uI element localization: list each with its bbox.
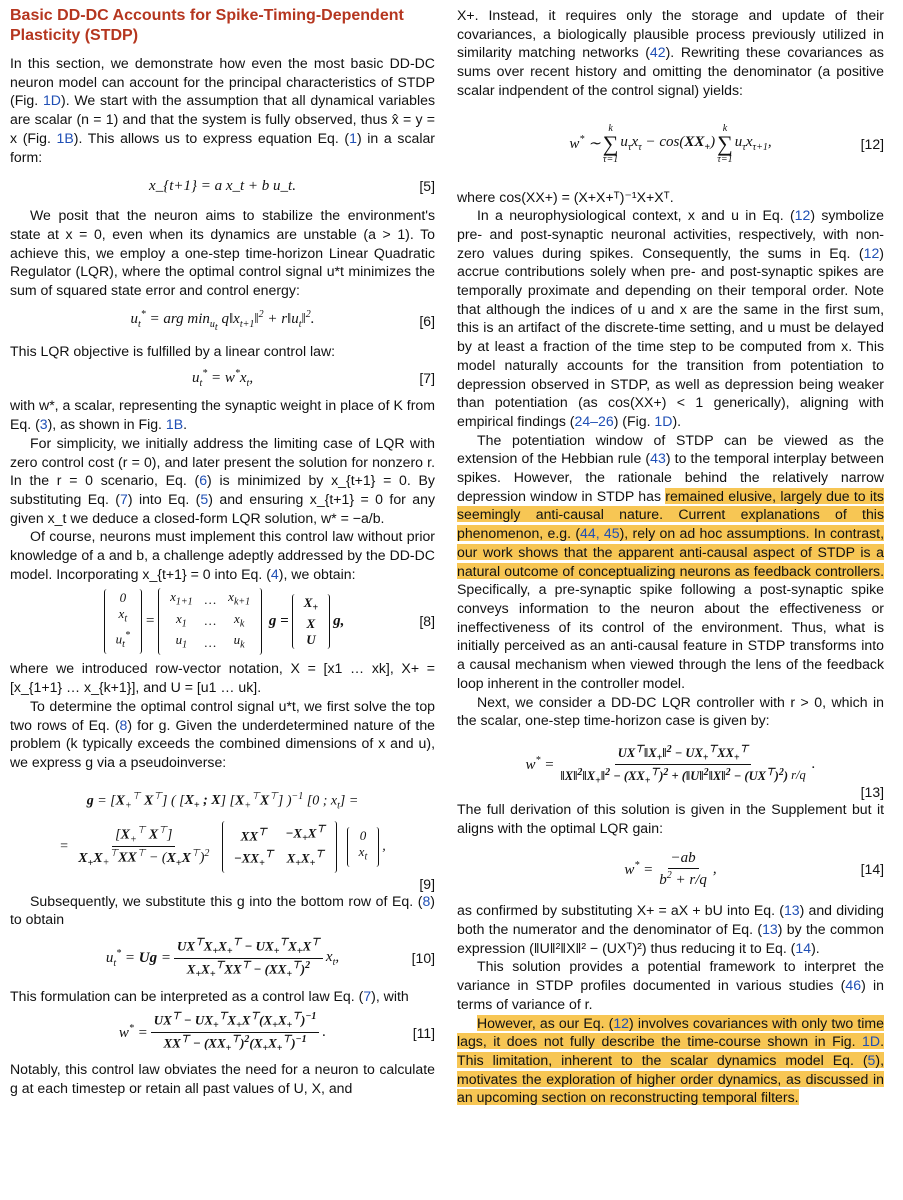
equation-10: $u_t^* = Ug$ = $\frac{UX^⊤X_+X_+^⊤ - UX_+^⊤X_+X^⊤}{X_+X_+^⊤XX^⊤ - (XX_+^⊤)^2}$ $x_t$, [10] — [105, 936, 435, 980]
highlight: However, as our Eq. (12) involves covariances with only two time lags, it does not fully describe the time-course shown in Fig. 1D. This limitation, inherent to the scalar dynamics model Eq. (5), motivates the exploration of higher order dynamics, as discussed in an upcoming section on reconstructing temporal filters. — [457, 1014, 884, 1106]
citation-link[interactable]: 46 — [845, 977, 862, 994]
eq-ref-link[interactable]: 12 — [613, 1014, 630, 1031]
equation-8: 0 $x_t$ $u_t^*$ = $x_{1+1}$ … $x_{k+1}$ $x_1$ … $x_k$ $u_1$ … $u_k$ g = $X_+$ X U g, [8] — [10, 583, 435, 659]
equation-6: $u_t^*$ = arg $\min_{u_t}$ $q‖x_{t+1}‖^2$ + $r‖u_t‖^2$. [6] — [130, 308, 435, 333]
eq-ref-link[interactable]: 14 — [795, 939, 812, 956]
equation-number: [6] — [419, 312, 435, 329]
paragraph: Of course, neurons must implement this control law without prior knowledge of a and b, a challenge adeptly addressed by the DD-DC model. Incorporating x_{t+1} = 0 into Eq. (4), we obtain: — [10, 528, 435, 582]
equation-9: $g = [X_+^⊤$ X⊤] ( [$X_+$ ; X] $[X_+^⊤X^⊤]$ )$^{-1}$ [0 ; $x_t$] = = $\frac{[X_+^⊤ X^⊤]}{X_+X_+^⊤XX^⊤ - (X_+X^⊤)^2}$ XX⊤ $-X_+X^⊤$ $-XX_+^⊤$ $X_+X_+^⊤$ 0 $x_t$ , [9] — [59, 790, 435, 892]
eq-ref-link[interactable]: 7 — [120, 490, 128, 507]
equation-number: [7] — [419, 370, 435, 387]
equation-13: w* = $\frac{UX^⊤‖X_+‖^2 - UX_+^⊤XX_+^⊤}{‖X‖^2‖X_+‖^2 - (XX_+^⊤)^2 + (‖U‖^2‖X‖^2 - (UX^⊤)^2) r/q}$ . [13] — [525, 743, 884, 800]
eq-ref-link[interactable]: 7 — [363, 988, 372, 1005]
paragraph: X+. Instead, it requires only the storage and update of their covariances, a biologically plausible process previously utilized in similarity matching networks (42). Rewriting these covariances as sums over recent history and omitting the denominator (a positive scalar indpendent of the control signal) yields: — [457, 7, 884, 98]
eq-ref-link[interactable]: 12 — [794, 207, 811, 224]
citation-link[interactable]: 42 — [649, 44, 666, 61]
paragraph: Subsequently, we substitute this g into the bottom row of Eq. (8) to obtain — [10, 892, 435, 928]
paragraph: To determine the optimal control signal u*t, we first solve the top two rows of Eq. (8) for g. Given the underdetermined nature of the problem (k typically exceeds the combined dimensions of x and u), we express g via a pseudoinverse: — [10, 697, 436, 770]
paragraph-highlighted — [457, 1014, 884, 1108]
right-column — [457, 6, 884, 1107]
paragraph-intro: In this section, we demonstrate how even the most basic DD-DC neuron model can account for the principal characteristics of STDP (Fig. 1D). We start with the assumption that all dynamical variables are scalar (n = 1) and that the system is fully observed, thus x̂ = y = x (Fig. 1B). This allows us to express equation Eq. (1) in a scalar form: — [10, 55, 435, 165]
equation-12: w* ∼ k ∑ τ=1 $u_\tau x_\tau - \cos(XX_+)$ k ∑ τ=1 $u_\tau x_{\tau+1}$, [12] — [569, 122, 884, 165]
paragraph: In a neurophysiological context, x and u in Eq. (12) symbolize pre- and post-synaptic neuronal activities, respectively, with non-zero values during spikes. Consequently, the sums in Eq. (12) accrue contributions solely when pre- and post-synaptic spikes are temporally proximate and depending on their temporal order. Note that although the indices of u and x are the same in the first sum, this is an artifact of the discrete-time setting, and u must be delayed by at least a fraction of the time step to be computed from x. This model naturally accounts for the transition from potentiation to depression observed in STDP, as well as depression being weaker than potentiation (as cos(XX+) < 1 generically), aligning with empirical findings (24–26) (Fig. 1D). — [457, 207, 884, 429]
equation-number: [14] — [860, 861, 884, 878]
fig-ref-link[interactable]: 1D — [862, 1033, 881, 1050]
section-title: Basic DD-DC Accounts for Spike-Timing-Dependent Plasticity (STDP) — [10, 7, 404, 44]
paragraph: For simplicity, we initially address the limiting case of LQR with zero control cost (r = 0), and later present the solution for nonzero r. In the r = 0 scenario, Eq. (6) is minimized by x_{t+1} = 0. By substituting Eq. (7) into Eq. (5) and ensuring x_{t+1} = 0 for any given x_t we deduce a closed-form LQR solution, w* = −a/b. — [10, 434, 435, 526]
eq-ref-link[interactable]: 6 — [199, 472, 208, 489]
paragraph: where cos(XX+) = (X+X+ᵀ)⁻¹X+Xᵀ. — [457, 188, 674, 205]
fig-ref-link[interactable]: 1B — [165, 416, 184, 433]
eq-ref-link[interactable]: 3 — [39, 416, 48, 433]
citation-link[interactable]: 44, 45 — [580, 525, 620, 542]
equation-number: [8] — [419, 613, 435, 630]
paragraph: Notably, this control law obviates the need for a neuron to calculate g at each timestep or retain all past values of U, X, and — [10, 1060, 435, 1096]
citation-link[interactable]: 24–26 — [574, 412, 614, 429]
paragraph: with w*, a scalar, representing the synaptic weight in place of K from Eq. (3), as shown in Fig. 1B. — [10, 397, 435, 433]
paragraph: We posit that the neuron aims to stabilize the environment's state at x = 0, even when its dynamics are unstable (a > 1). To achieve this, we employ a one-step time-horizon Linear Quadratic Regulator (LQR), where the optimal control signal u*t minimizes the sum of squared state error and control energy: — [10, 207, 435, 299]
equation-number: [9] — [419, 875, 435, 892]
fig-ref-link[interactable]: 1D — [654, 412, 673, 429]
paragraph: Next, we consider a DD-DC LQR controller with r > 0, which in the scalar, one-step time-horizon case is given by: — [457, 693, 884, 729]
paragraph-highlighted: The potentiation window of STDP can be viewed as the extension of the Hebbian rule (43) to the temporal interplay between spikes. However, the rationale behind the relatively narrow depression window in STDP has remained elusive, largely due to its seemingly anti-causal nature. Current explanations of this phenomenon, e.g. (44, 45), rely on ad hoc assumptions. In contrast, our work shows that the apparent anti-causal aspect of STDP is a natural outcome of conceptualizing neurons as feedback controllers. Specifically, a pre-synaptic spike following a post-synaptic spike conveys information to the neuron about the effectiveness or ineffectiveness of its control of the environment. Thus, what is initially perceived as an anti-causal feature in STDP transforms into a causal mechanism when viewed through the lens of the feedback loop inherent in the controller model. — [457, 431, 884, 691]
equation-number: [11] — [412, 1024, 435, 1041]
paragraph: This LQR objective is fulfilled by a linear control law: — [10, 342, 336, 359]
eq-ref-link[interactable]: 8 — [422, 892, 431, 909]
paragraph: This formulation can be interpreted as a control law Eq. (7), with — [10, 988, 409, 1005]
eq-ref-link[interactable]: 12 — [863, 244, 880, 261]
paragraph: The full derivation of this solution is given in the Supplement but it aligns with the optimal LQR gain: — [457, 800, 884, 836]
equation-11: w* = $\frac{UX^⊤ - UX_+^⊤X_+X^⊤(X_+X_+^⊤)^{-1}}{XX^⊤ - (XX_+^⊤)^2(X_+X_+^⊤)^{-1}}$ . [11] — [118, 1011, 435, 1055]
eq-ref-link[interactable]: 8 — [119, 716, 128, 733]
left-column — [10, 6, 435, 1097]
highlight: remained elusive, largely due to its seemingly anti-causal nature. Current explanations of this phenomenon, e.g. (44, 45), rely on ad hoc assumptions. In contrast, our work shows that the apparent anti-causal aspect of STDP is a natural outcome of conceptualizing neurons as feedback controllers. — [457, 487, 884, 579]
paragraph: This solution provides a potential framework to interpret the variance in STDP profiles documented in various studies (46) in terms of variance of r. — [457, 958, 884, 1012]
eq-ref-link[interactable]: 13 — [783, 902, 800, 919]
fig-ref-link[interactable]: 1D — [42, 92, 61, 109]
citation-link[interactable]: 43 — [650, 450, 666, 467]
equation-5: x_{t+1} = a x_t + b u_t. [5] — [149, 177, 435, 195]
eq-ref-link[interactable]: 5 — [867, 1051, 876, 1068]
eq-ref-link[interactable]: 5 — [200, 490, 209, 507]
equation-7: $u_t^* = w^*x_t$, [7] — [191, 367, 435, 389]
equation-number: [12] — [860, 135, 884, 152]
fig-ref-link[interactable]: 1B — [56, 129, 74, 146]
paragraph: as confirmed by substituting X+ = aX + bU into Eq. (13) and dividing both the numerator and the denominator of Eq. (13) by the common expression (‖U‖²‖X‖² − (UXᵀ)²) thus reducing it to Eq. (14). — [457, 902, 885, 956]
paragraph: where we introduced row-vector notation, X = [x1 … xk], X+ = [x_{1+1} … x_{k+1}], and U = [u1 … uk]. — [10, 660, 435, 696]
equation-number: [5] — [419, 178, 435, 195]
eq-ref-link[interactable]: 4 — [270, 565, 279, 582]
eq-ref-link[interactable]: 13 — [762, 921, 778, 938]
eq-ref-link[interactable]: 1 — [349, 129, 357, 146]
equation-number: [13] — [860, 783, 884, 800]
equation-14: w* = $\frac{-ab}{b^2 + r/q}$ , [14] — [624, 849, 884, 888]
equation-number: [10] — [411, 950, 435, 967]
